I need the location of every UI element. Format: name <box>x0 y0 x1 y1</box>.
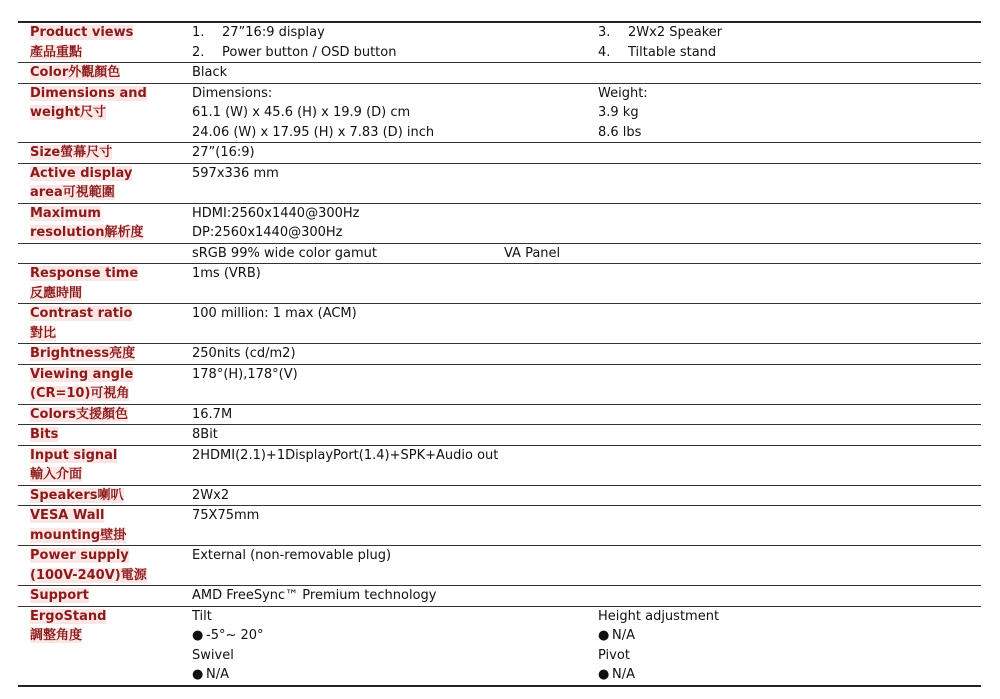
label-active-area-zh: area可視範圍 <box>30 185 115 200</box>
label-viewing-angle: Viewing angle <box>30 366 134 382</box>
row-support <box>18 586 981 607</box>
bullet-icon: ● <box>192 628 204 643</box>
row-product-views <box>18 22 981 63</box>
label-ergostand-zh: 調整角度 <box>30 628 83 643</box>
row-ergostand <box>18 606 981 686</box>
value-color: Black <box>192 65 228 80</box>
swivel-title: Swivel <box>192 647 234 663</box>
label-power-supply: Power supply <box>30 548 129 563</box>
value-support: AMD FreeSync™ Premium technology <box>192 588 437 603</box>
list-item: 2. Power button / OSD button <box>192 44 397 60</box>
pivot-title: Pivot <box>598 647 630 663</box>
label-product-views: Product views <box>30 25 134 40</box>
value-response-time: 1ms (VRB) <box>192 266 261 281</box>
value-contrast: 100 million: 1 max (ACM) <box>192 306 357 321</box>
value-vesa: 75X75mm <box>192 508 260 523</box>
row-power-supply <box>18 546 981 586</box>
label-product-views-zh: 產品重點 <box>30 44 83 60</box>
row-bits <box>18 425 981 446</box>
spec-table <box>18 21 981 687</box>
tilt-title: Tilt <box>192 608 212 624</box>
row-vesa <box>18 506 981 546</box>
value-brightness: 250nits (cd/m2) <box>192 346 296 361</box>
label-size: Size螢幕尺寸 <box>30 145 113 160</box>
label-max-resolution-zh: resolution解析度 <box>30 225 144 240</box>
label-brightness: Brightness亮度 <box>30 346 136 361</box>
value-active-area: 597x336 mm <box>192 165 279 181</box>
row-input-signal <box>18 445 981 485</box>
weight-lbs: 8.6 lbs <box>598 124 642 140</box>
row-gamut <box>18 243 981 264</box>
row-dimensions <box>18 83 981 143</box>
height-adjustment-value: ● N/A <box>598 626 981 646</box>
dimensions-inch: 24.06 (W) x 17.95 (H) x 7.83 (D) inch <box>192 124 435 140</box>
label-vesa: VESA Wall <box>30 508 105 523</box>
label-contrast: Contrast ratio <box>30 306 133 321</box>
label-support: Support <box>30 588 89 603</box>
list-item: 4. Tiltable stand <box>598 44 717 60</box>
value-panel: VA Panel <box>504 245 561 261</box>
label-colors: Colors支援顏色 <box>30 406 129 422</box>
height-adjustment-title: Height adjustment <box>598 608 720 624</box>
label-cell <box>18 22 180 63</box>
label-vesa-zh: mounting壁掛 <box>30 527 127 543</box>
label-bits: Bits <box>30 427 59 442</box>
row-viewing-angle <box>18 364 981 404</box>
weight-kg: 3.9 kg <box>598 105 639 120</box>
label-dimensions-zh: weight尺寸 <box>30 105 107 120</box>
value-size: 27”(16:9) <box>192 145 255 160</box>
label-max-resolution: Maximum <box>30 205 101 221</box>
dimensions-cm: 61.1 (W) x 45.6 (H) x 19.9 (D) cm <box>192 105 411 120</box>
spec-sheet <box>18 21 981 687</box>
label-response-time: Response time <box>30 266 139 281</box>
bullet-icon: ● <box>598 667 610 682</box>
row-speakers <box>18 485 981 506</box>
label-contrast-zh: 對比 <box>30 325 57 341</box>
label-response-time-zh: 反應時間 <box>30 285 83 301</box>
list-item: 3. 2Wx2 Speaker <box>598 25 723 40</box>
label-input-signal: Input signal <box>30 447 118 463</box>
label-power-supply-zh: (100V-240V)電源 <box>30 567 147 583</box>
label-viewing-angle-zh: (CR=10)可視角 <box>30 386 130 401</box>
row-color <box>18 63 981 84</box>
label-speakers: Speakers喇叭 <box>30 487 124 503</box>
dimensions-title: Dimensions: <box>192 85 273 101</box>
label-input-signal-zh: 輸入介面 <box>30 467 83 482</box>
label-dimensions: Dimensions and <box>30 85 147 101</box>
value-hdmi-resolution: HDMI:2560x1440@300Hz <box>192 205 360 221</box>
value-power-supply: External (non-removable plug) <box>192 548 392 563</box>
list-item: 1. 27”16:9 display <box>192 25 325 40</box>
value-dp-resolution: DP:2560x1440@300Hz <box>192 225 343 240</box>
row-colors <box>18 404 981 425</box>
bullet-icon: ● <box>598 628 610 643</box>
row-size <box>18 143 981 164</box>
value-viewing-angle: 178°(H),178°(V) <box>192 366 298 382</box>
value-gamut: sRGB 99% wide color gamut <box>192 245 377 261</box>
value-colors: 16.7M <box>192 406 233 422</box>
row-contrast <box>18 304 981 344</box>
bullet-icon: ● <box>192 667 204 682</box>
row-active-area <box>18 163 981 203</box>
row-brightness <box>18 344 981 365</box>
row-response-time <box>18 264 981 304</box>
value-bits: 8Bit <box>192 427 218 442</box>
label-ergostand: ErgoStand <box>30 608 107 624</box>
value-cell <box>180 22 981 63</box>
weight-title: Weight: <box>598 85 648 101</box>
pivot-value: ● N/A <box>598 665 981 685</box>
value-input-signal: 2HDMI(2.1)+1DisplayPort(1.4)+SPK+Audio out <box>192 447 499 463</box>
swivel-value: ● N/A <box>192 665 598 685</box>
label-active-area: Active display <box>30 165 133 181</box>
value-speakers: 2Wx2 <box>192 487 230 503</box>
row-max-resolution <box>18 203 981 243</box>
label-color: Color外觀顏色 <box>30 65 121 80</box>
tilt-value: ● -5°~ 20° <box>192 626 598 646</box>
